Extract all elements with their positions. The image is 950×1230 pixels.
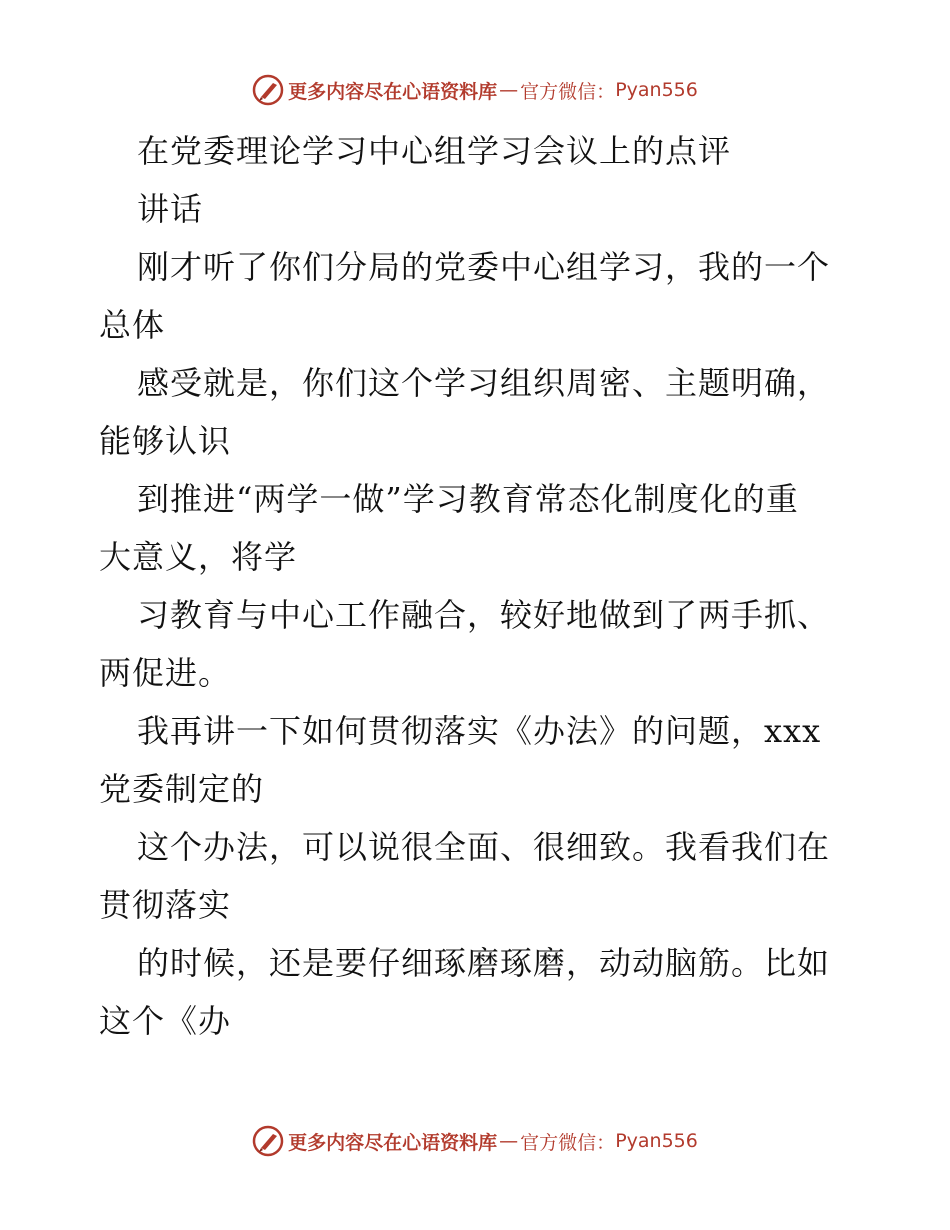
banner-text: 更多内容尽在心语资料库 <box>288 80 498 103</box>
banner-separator: — <box>499 79 519 101</box>
text-line: 到推进“两学一做”学习教育常态化制度化的重 <box>137 480 799 518</box>
footer-banner <box>0 1121 950 1161</box>
text-line: 的时候，还是要仔细琢磨琢磨，动动脑筋。比如 <box>137 944 831 982</box>
text-line: 这个《办 <box>99 1002 232 1040</box>
document-body <box>99 122 859 1050</box>
pen-logo-icon <box>252 1125 284 1157</box>
banner-wechat-label: 官方微信： <box>520 1131 616 1154</box>
banner-wechat-label: 官方微信： <box>520 80 616 103</box>
text-line: 这个办法，可以说很全面、很细致。我看我们在 <box>137 828 831 866</box>
banner-wechat-id: Pyan556 <box>615 79 698 101</box>
text-line: 刚才听了你们分局的党委中心组学习，我的一个 <box>137 248 831 286</box>
text-line: 感受就是，你们这个学习组织周密、主题明确， <box>137 364 831 402</box>
text-line: 讲话 <box>137 190 204 228</box>
text-line: 大意义，将学 <box>99 538 298 576</box>
header-banner <box>0 70 950 110</box>
text-line: 在党委理论学习中心组学习会议上的点评 <box>137 132 732 170</box>
banner-text: 更多内容尽在心语资料库 <box>288 1131 498 1154</box>
text-line: 习教育与中心工作融合，较好地做到了两手抓、 <box>137 596 831 634</box>
text-line: 能够认识 <box>99 422 232 460</box>
text-line: 贯彻落实 <box>99 886 232 924</box>
pen-logo-icon <box>252 74 284 106</box>
text-line: 总体 <box>99 306 166 344</box>
banner-separator: — <box>499 1130 519 1152</box>
banner-wechat-id: Pyan556 <box>615 1130 698 1152</box>
text-line: 我再讲一下如何贯彻落实《办法》的问题，xxx <box>137 712 822 750</box>
text-line: 两促进。 <box>99 654 232 692</box>
text-line: 党委制定的 <box>99 770 265 808</box>
